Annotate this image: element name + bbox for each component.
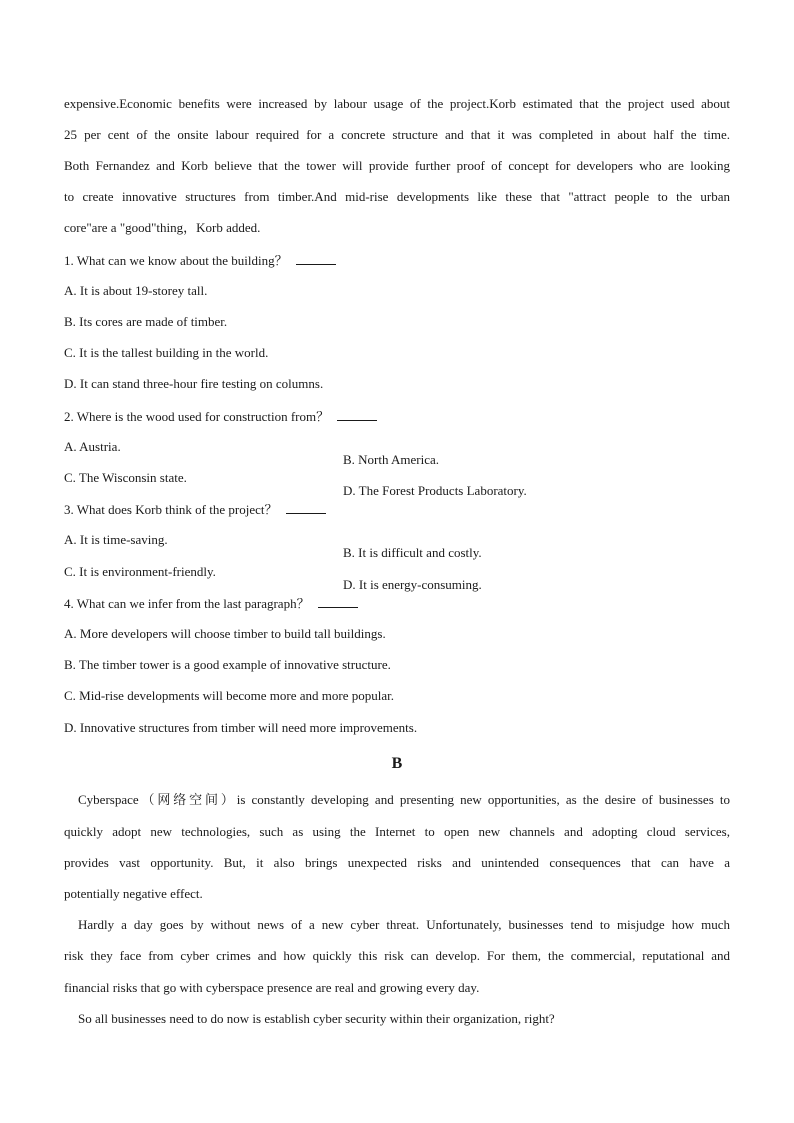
section-title: B xyxy=(391,755,403,772)
passage-b-line: So all businesses need to do now is establish cyber security within their organization, right? xyxy=(78,1011,555,1026)
option: A. It is time-saving. xyxy=(64,532,168,547)
passage-a-line: Both Fernandez and Korb believe that the tower will provide further proof of concept for developers who are looking xyxy=(64,158,730,173)
passage-a-line: expensive.Economic benefits were increased by labour usage of the project.Korb estimated that the project used about xyxy=(64,96,730,111)
question-stem: 1. What can we know about the building？ xyxy=(64,253,288,268)
passage-b-line: Hardly a day goes by without news of a new cyber threat. Unfortunately, businesses tend to misjudge how much xyxy=(78,917,730,932)
option: B. Its cores are made of timber. xyxy=(64,314,228,329)
option: A. More developers will choose timber to build tall buildings. xyxy=(64,626,386,641)
passage-b-line: Cyberspace（网络空间）is constantly developing and presenting new opportunities, as the desire of businesses to xyxy=(78,792,730,807)
question-stem: 3. What does Korb think of the project？ xyxy=(64,502,278,517)
passage-b-line: risk they face from cyber crimes and how quickly this risk can develop. For them, the commercial, reputational and xyxy=(64,948,730,963)
answer-blank[interactable] xyxy=(286,501,326,514)
option: C. The Wisconsin state. xyxy=(64,470,187,485)
option: D. The Forest Products Laboratory. xyxy=(343,483,527,498)
option: C. Mid-rise developments will become more and more popular. xyxy=(64,688,394,703)
answer-blank[interactable] xyxy=(296,252,336,265)
option: B. North America. xyxy=(343,452,440,467)
question-1 xyxy=(64,252,730,269)
passage-a-line: 25 per cent of the onsite labour required for a concrete structure and that it was completed in about half the time. xyxy=(64,127,730,142)
question-2 xyxy=(64,408,730,425)
passage-b-line: provides vast opportunity. But, it also brings unexpected risks and unintended consequences that can have a xyxy=(64,855,730,870)
option: D. It is energy-consuming. xyxy=(343,577,482,592)
passage-a-line: to create innovative structures from timber.And mid-rise developments like these that "attract people to the urban xyxy=(64,189,730,204)
answer-blank[interactable] xyxy=(337,408,377,421)
option: D. It can stand three-hour fire testing on columns. xyxy=(64,376,324,391)
question-3 xyxy=(64,501,730,518)
passage-b-line: financial risks that go with cyberspace presence are real and growing every day. xyxy=(64,980,480,995)
option: B. It is difficult and costly. xyxy=(343,545,482,560)
option: C. It is environment-friendly. xyxy=(64,564,216,579)
answer-blank[interactable] xyxy=(318,595,358,608)
option: B. The timber tower is a good example of innovative structure. xyxy=(64,657,391,672)
question-stem: 2. Where is the wood used for construction from？ xyxy=(64,409,330,424)
option: A. It is about 19-storey tall. xyxy=(64,283,208,298)
option: A. Austria. xyxy=(64,439,121,454)
option: C. It is the tallest building in the world. xyxy=(64,345,269,360)
question-stem: 4. What can we infer from the last paragraph？ xyxy=(64,596,310,611)
option: D. Innovative structures from timber will need more improvements. xyxy=(64,720,418,735)
passage-a-line: core"are a "good"thing，Korb added. xyxy=(64,220,261,235)
passage-b-line: potentially negative effect. xyxy=(64,886,203,901)
question-4 xyxy=(64,595,730,612)
passage-b-line: quickly adopt new technologies, such as using the Internet to open new channels and adopting cloud services, xyxy=(64,824,730,839)
